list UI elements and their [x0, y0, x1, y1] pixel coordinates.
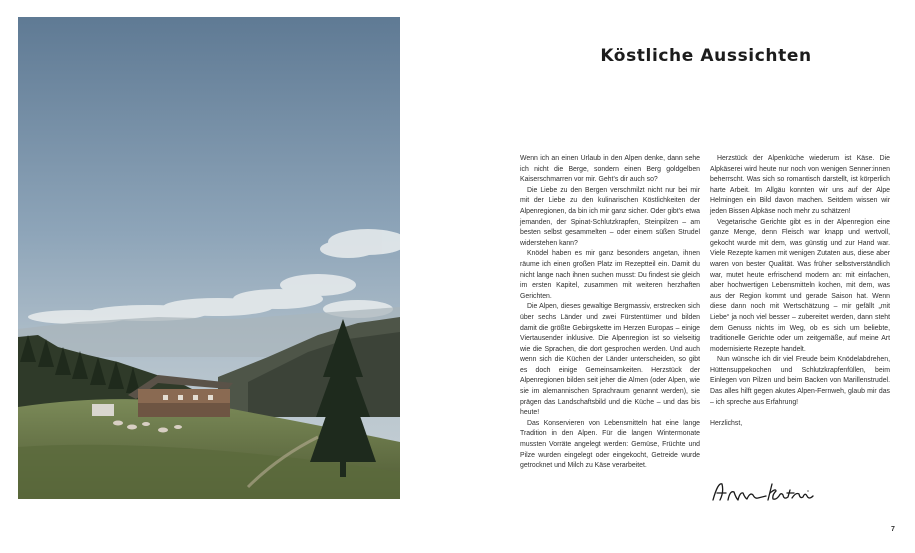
paragraph: Die Alpen, dieses gewaltige Bergmassiv, erstrecken sich über sechs Länder und zwei Fürstentümer und bilden damit die größte Gebirgskette im Herzen Europas – einige Viertausender inklusive. Die Alpenregion ist so vielseitig wie die Sprachen, die dort gesprochen werden. Und auch wenn sich die Küchen der Länder unterscheiden, so gibt es doch einige Gemeinsamkeiten. Herzstück der Alpenregionen bilden seit jeher die Almen (oder Alpen, wie sie im alemannischen Sprachraum genannt werden), sie prägen das Landschaftsbild und die Küche – und das bis heute!: [520, 303, 700, 417]
paragraph: Wenn ich an einen Urlaub in den Alpen denke, dann sehe ich nicht die Berge, sondern einen Berg goldgelben Kaiserschmarren vor mir. Geht’s dir auch so?: [520, 155, 700, 184]
page-title: Köstliche Aussichten: [600, 46, 812, 66]
closing-greeting: Herzlichst,: [710, 419, 743, 427]
alpine-hut-photo: [18, 17, 400, 499]
paragraph: Knödel haben es mir ganz besonders angetan, ihnen räume ich einen großen Platz im Rezeptteil ein. Damit du nicht lange nach ihnen suchen musst: Du findest sie gleich im ersten Kapitel, zusammen mit weiteren herzhaften Gerichten.: [520, 250, 700, 300]
paragraph: Die Liebe zu den Bergen verschmilzt nicht nur bei mir mit der Liebe zu den kulinarischen Köstlichkeiten der Alpenregionen, da bin ich mir ganz sicher. Oder gibt’s etwa jemanden, der Spinat-Schlutzkrapfen, Steinpilzen – am besten selbst gesammelten – oder einem süßen Strudel widerstehen kann?: [520, 186, 700, 247]
text-column-left: [520, 154, 700, 472]
paragraph: Herzstück der Alpenküche wiederum ist Käse. Die Alpkäserei wird heute nur noch von wenigen Senner:innen beherrscht. Was sich so romantisch darstellt, ist körperlich harte Arbeit. Im Allgäu konnten wir uns auf der Alpe Helmingen ein Bild davon machen. Seitdem wissen wir jeden Bissen Alpkäse noch mehr zu schätzen!: [710, 155, 890, 215]
paragraph: Nun wünsche ich dir viel Freude beim Knödelabdrehen, Hüttensuppekochen und Schlutzkrapfenfüllen, beim Einlegen von Pilzen und beim Backen von Marillenstrudel. Das alles hilft gegen akutes Alpen-Fernweh, glaub mir das – ich spreche aus Erfahrung!: [710, 356, 890, 406]
page-number: 7: [891, 526, 895, 533]
handwritten-signature: [710, 478, 830, 508]
text-column-right: [710, 154, 890, 429]
signature-scribble: [710, 478, 830, 508]
paragraph: Vegetarische Gerichte gibt es in der Alpenregion eine ganze Menge, denn Fleisch war knapp und wertvoll, gekocht wurde mit dem, was günstig und zur Hand war. Viele Rezepte kamen mit wenigen Zutaten aus, diese aber waren von bester Qualität. Was früher selbstverständlich war, mutet heute erfrischend modern an: mit einfachen, aber hochwertigen Lebensmitteln kochen, mit dem, was aus der Region kommt und gerade Saison hat. Wenn diese dann noch mit Wertschätzung – mir gefällt „mit Liebe“ ja noch viel besser – zubereitet werden, dann steht dem Genuss nichts im Weg, ob es sich um beliebte, traditionelle Gerichte oder um zeitgemäße, auf meine Art modernisierte Rezepte handelt.: [710, 218, 890, 353]
mountain-landscape-illustration: [18, 17, 400, 499]
paragraph: Das Konservieren von Lebensmitteln hat eine lange Tradition in den Alpen. Für die langen Wintermonate mussten Vorräte angelegt werden: Gemüse, Früchte und Pilze wurden eingelegt oder eingekocht, Getreide wurde getrocknet und Milch zu Käse verarbeitet.: [520, 419, 700, 470]
